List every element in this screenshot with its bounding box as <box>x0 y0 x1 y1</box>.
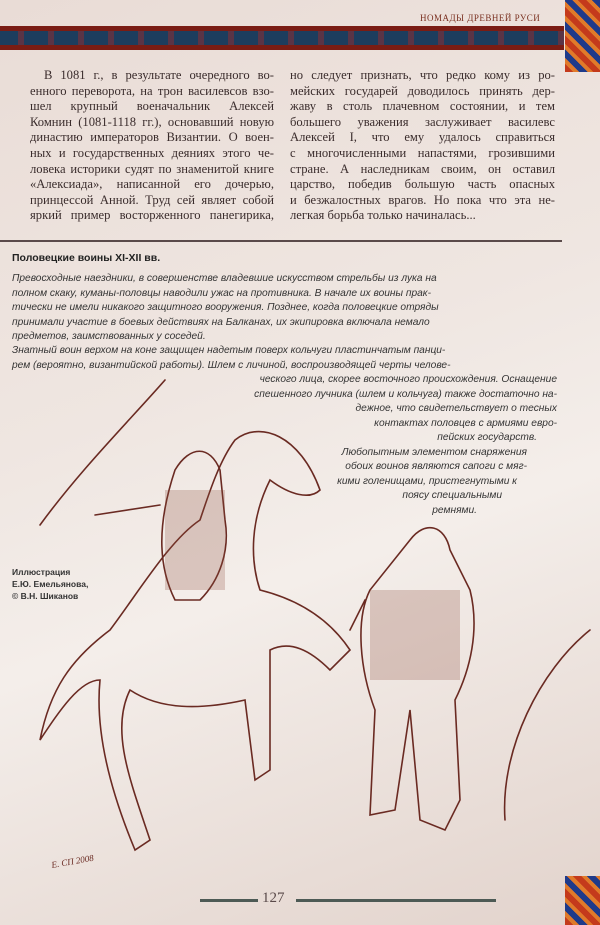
text-line: предметов, заимствованных у соседей. <box>12 331 206 342</box>
text-line: принимали участие в боевых действиях на Балканах, их экипировка включала немало <box>12 316 430 328</box>
text-line: енного переворота, на трон василевсов взо- <box>30 83 274 98</box>
text-line: Комнин (1081-1118 гг.), основавший новую <box>30 114 274 129</box>
footer-rule-right <box>296 899 496 902</box>
text-line: шел крупный военачальник Алексей <box>30 99 274 114</box>
section-divider <box>0 240 562 242</box>
text-line: с многочисленными напастями, грозившими <box>290 145 555 160</box>
credit-line: © В.Н. Шиканов <box>12 591 79 601</box>
text-line: жаву в столь плачевном состоянии, и тем <box>290 99 555 114</box>
text-line: контактах половцев с армиями евро- <box>374 417 557 429</box>
text-line: спешенного лучника (шлем и кольчуга) также достаточно на- <box>254 388 557 400</box>
ornament-strip-top <box>565 0 600 72</box>
text-line: пейских государств. <box>437 432 537 443</box>
credit-line: Иллюстрация <box>12 567 71 577</box>
text-line: кими голенищами, пристегнутыми к <box>337 475 517 487</box>
text-line: дежное, что свидетельствует о тесных <box>355 403 557 414</box>
text-line: рем (вероятно, византийской работы). Шлем с личиной, воспроизводящей черты челове- <box>12 359 451 371</box>
artist-signature: Е. СП 2008 <box>50 852 95 870</box>
text-line: яркий пример восторженного панегирика, <box>30 208 274 223</box>
illustration-credit <box>12 566 88 602</box>
page-number: 127 <box>262 890 285 906</box>
caption-title: Половецкие воины XI-XII вв. <box>12 252 161 264</box>
header-band-ornament <box>0 31 564 45</box>
text-line: и безжалостных врагов. Но пока что эта не- <box>290 192 555 207</box>
text-line: В 1081 г., в результате очередного во- <box>44 68 274 82</box>
text-line: Алексей I, что ему удалось справиться <box>290 130 555 145</box>
text-line: Любопытным элементом снаряжения <box>341 446 527 458</box>
text-line: стране. А наследникам своим, он оставил <box>290 161 555 176</box>
text-line: династию императоров Византии. О воен- <box>30 130 274 145</box>
bow <box>505 630 590 820</box>
credit-line: Е.Ю. Емельянова, <box>12 579 89 589</box>
text-line: ловека историки судят по знаменитой книге <box>30 161 274 176</box>
text-line: ных и государственных деяниях этого че- <box>30 145 274 160</box>
text-line: мейских государей доводилось принять дер- <box>290 83 555 98</box>
text-line: «Алексиада», написанной его дочерью, <box>30 177 274 192</box>
text-line: Превосходные наездники, в совершенстве владевшие искусством стрельбы из лука на <box>12 273 437 284</box>
text-line: легкая борьба только начиналась... <box>290 208 476 223</box>
text-line: обоих воинов являются сапоги с мяг- <box>345 461 527 472</box>
text-line: Знатный воин верхом на коне защищен надетым поверх кольчуги пластинчатым панци- <box>12 345 446 356</box>
text-line: принцессой Анной. Труд сей являет собой <box>30 192 274 207</box>
right-column <box>290 68 555 224</box>
text-line: но следует признать, что редко кому из ро- <box>290 68 555 82</box>
caption-paragraph-1 <box>12 272 557 345</box>
text-line: царство, победив большую часть опасных <box>290 177 555 192</box>
text-line: полном скаку, куманы-половцы наводили ужас на противника. В начале их воины прак- <box>12 287 431 299</box>
illustration-warriors <box>0 350 600 890</box>
footer-rule-left <box>200 899 258 902</box>
text-line: большего уважения заслуживает василевс <box>290 114 555 129</box>
left-column <box>30 68 274 224</box>
saber <box>40 380 165 525</box>
running-title: НОМАДЫ ДРЕВНЕЙ РУСИ <box>420 13 541 23</box>
text-line: ческого лица, скорее восточного происхождения. Оснащение <box>259 374 557 385</box>
text-line: ремнями. <box>432 504 477 516</box>
text-line: поясу специальными <box>402 490 502 501</box>
text-line: тически не имели никакого защитного вооружения. Позднее, когда половецкие отряды <box>12 302 439 313</box>
